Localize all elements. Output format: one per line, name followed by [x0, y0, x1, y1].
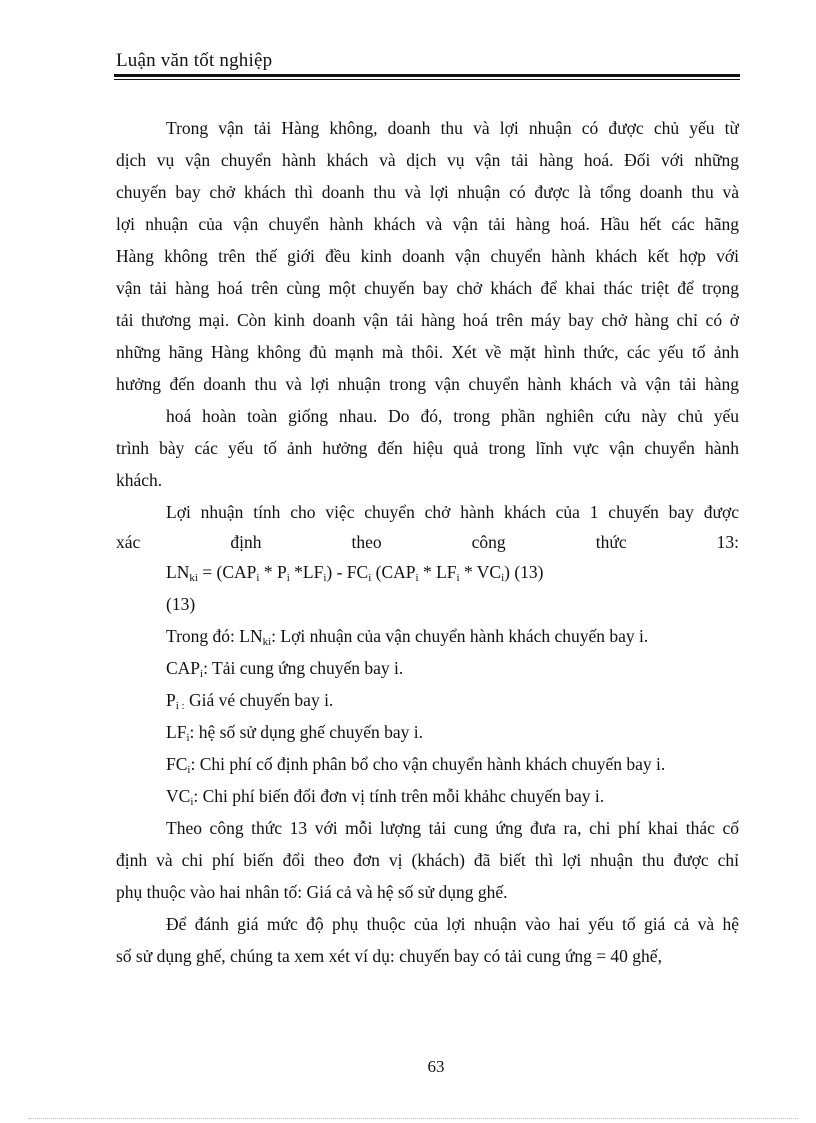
- paragraph-line: phụ thuộc vào hai nhân tố: Giá cả và hệ số sử dụng ghế.: [116, 882, 508, 902]
- paragraph-line: tải thương mại. Còn kinh doanh vận tải hàng hoá trên máy bay chở hàng chỉ có ở: [116, 310, 739, 330]
- paragraph-line: định và chi phí biến đổi theo đơn vị (khách) đã biết thì lợi nhuận thu được chỉ: [116, 850, 739, 870]
- spread-word: định: [230, 532, 262, 552]
- header-rule-thin: [114, 79, 740, 80]
- formula-number: (13): [166, 594, 196, 614]
- paragraph-line: số sử dụng ghế, chúng ta xem xét ví dụ: chuyến bay có tải cung ứng = 40 ghế,: [116, 946, 662, 966]
- paragraph-line: Để đánh giá mức độ phụ thuộc của lợi nhuận vào hai yếu tố giá cả và hệ: [166, 914, 739, 934]
- page-border-dotted: [28, 1118, 798, 1119]
- formula-line: $LN_{ki} = (CAP_i * P_i$ $*LF_i) - FC_i$ $(CAP_i * LF_i * VC_i)$ (13): [166, 562, 544, 584]
- spread-word: xác: [116, 532, 141, 552]
- paragraph-line: Lợi nhuận tính cho việc chuyển chở hành khách của 1 chuyến bay được: [166, 502, 739, 522]
- paragraph-line: hưởng đến doanh thu và lợi nhuận trong vận chuyển hành khách và vận tải hàng: [116, 374, 739, 394]
- paragraph-line: Hàng không trên thế giới đều kinh doanh vận chuyển hành khách kết hợp với: [116, 246, 739, 266]
- header-rule-thick: [114, 74, 740, 77]
- definition-line: $CAP_i$: Tải cung ứng chuyến bay i.: [166, 658, 404, 680]
- definition-line: $FC_i$: Chi phí cố định phân bổ cho vận chuyển hành khách chuyến bay i.: [166, 754, 666, 776]
- paragraph-line: những hãng Hàng không đủ mạnh mà thôi. Xét về mặt hình thức, các yếu tố ảnh: [116, 342, 739, 362]
- paragraph-line: lợi nhuận của vận chuyển hành khách và vận tải hàng hoá. Hầu hết các hãng: [116, 214, 739, 234]
- paragraph-line: Trong vận tải Hàng không, doanh thu và lợi nhuận có được chủ yếu từ: [166, 118, 739, 138]
- spread-word: theo: [351, 532, 382, 552]
- spread-word: 13:: [716, 532, 739, 552]
- paragraph-line: hoá hoàn toàn giống nhau. Do đó, trong phần nghiên cứu này chủ yếu: [166, 406, 739, 426]
- paragraph-line: trình bày các yếu tố ảnh hưởng đến hiệu quả trong lĩnh vực vận chuyển hành: [116, 438, 739, 458]
- paragraph-line: khách.: [116, 470, 163, 490]
- body-text: [116, 112, 739, 972]
- definition-line: $VC_i$: Chi phí biến đổi đơn vị tính trên mỗi khảhc chuyến bay i.: [166, 786, 605, 808]
- definition-line: $LF_i$: hệ số sử dụng ghế chuyến bay i.: [166, 722, 424, 744]
- spread-word: công: [471, 532, 506, 552]
- paragraph-line: dịch vụ vận chuyển hành khách và dịch vụ vận tải hàng hoá. Đối với những: [116, 150, 739, 170]
- definition-line: Trong đó: $LN_{ki}$: Lợi nhuận của vận chuyển hành khách chuyến bay i.: [166, 626, 649, 648]
- paragraph-line: chuyến bay chở khách thì doanh thu và lợi nhuận có được là tổng doanh thu và: [116, 182, 739, 202]
- spread-line: [116, 528, 739, 556]
- page-number: 63: [427, 1057, 445, 1076]
- paragraph-line: vận tải hàng hoá trên cùng một chuyến bay chở khách để khai thác triệt để trọng: [116, 278, 739, 298]
- definition-line: $P_{i :}$ Giá vé chuyến bay i.: [166, 690, 334, 712]
- paragraph-line: Theo công thức 13 với mỗi lượng tải cung ứng đưa ra, chi phí khai thác cố: [166, 818, 739, 838]
- running-header: Luận văn tốt nghiệp: [116, 50, 273, 71]
- spread-word: thức: [595, 532, 627, 552]
